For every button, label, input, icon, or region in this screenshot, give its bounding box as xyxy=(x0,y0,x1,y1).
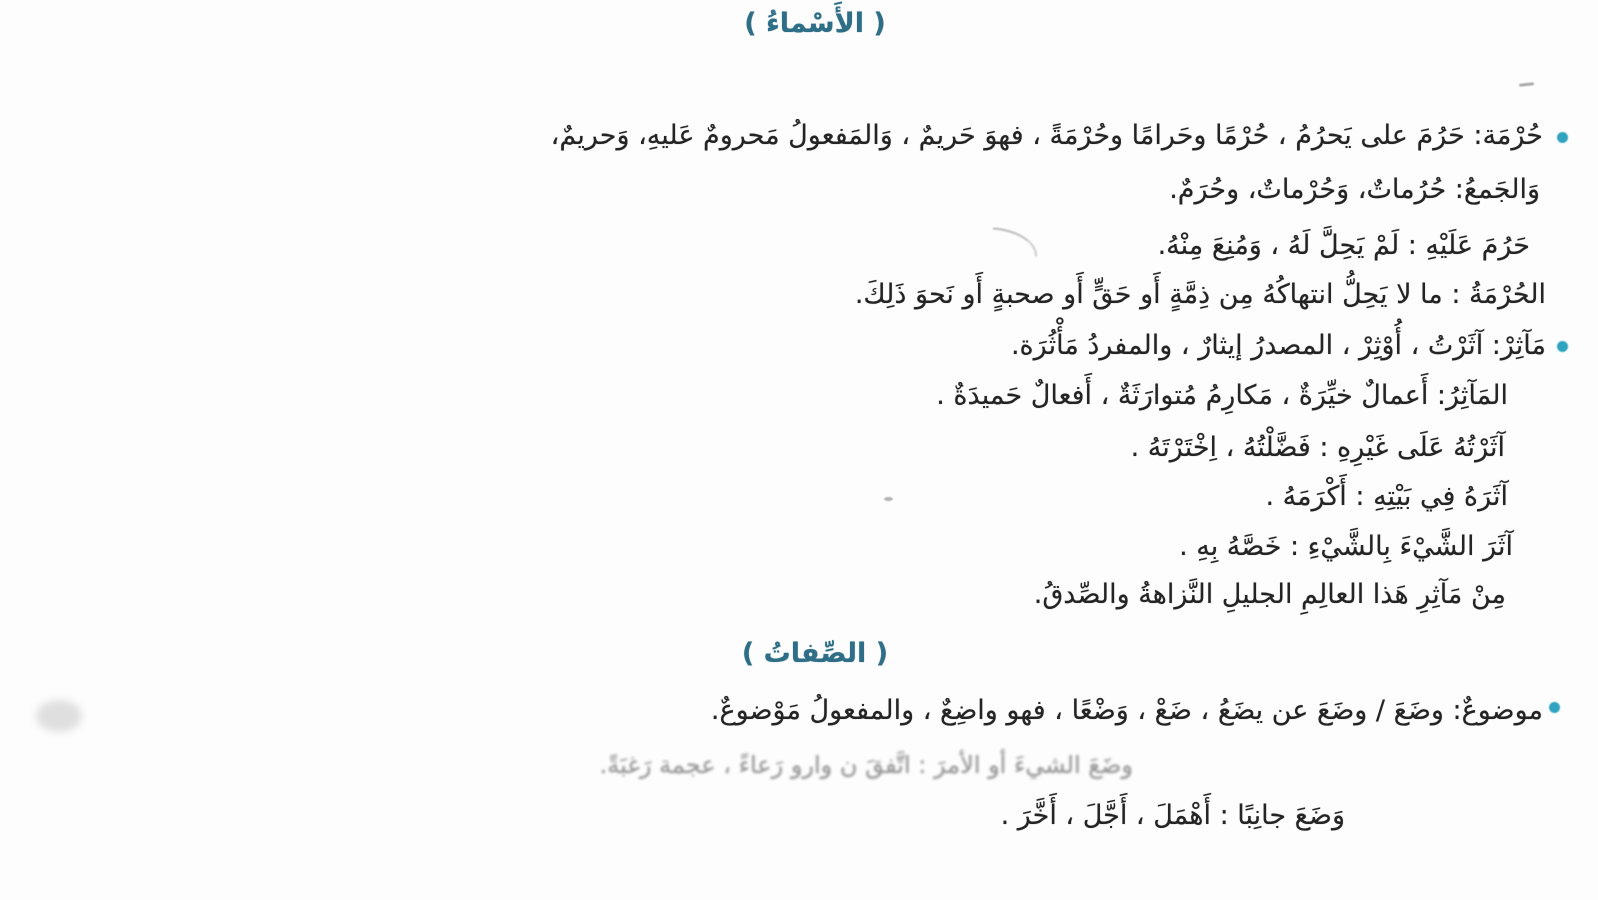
entry-line-degraded: وضَعَ الشيءَ أو الأمرَ : اتَّفقَ ن وارو رَعاءً ، عجمة رَغبَةً. xyxy=(599,751,1133,779)
scan-artifact-pen-mark xyxy=(991,227,1039,256)
entry-line: حُرْمَة: حَرُمَ على يَحرُمُ ، حُرْمًا وحَرامًا وحُرْمَةً ، فهوَ حَريمٌ ، وَالمَفعولُ مَحرومٌ عَليهِ، وَحريمٌ، xyxy=(550,120,1543,151)
scan-artifact-speck xyxy=(884,497,893,501)
entry-line: آثَرْتُهُ عَلَى غَيْرِهِ : فَضَّلْتُهُ ، اِخْتَرْتَهُ . xyxy=(1130,432,1505,463)
bullet-icon xyxy=(1557,341,1568,352)
bullet-icon xyxy=(1549,702,1560,713)
entry-line: مَآثِرْ: آثَرْتُ ، أُوْثِرْ ، المصدرُ إيثارٌ ، والمفردُ مَأْثُرَة. xyxy=(1010,330,1546,361)
entry-line: آثَرَهُ فِي بَيْتِهِ : أَكْرَمَهُ . xyxy=(1265,481,1508,512)
scan-artifact-dash xyxy=(1519,82,1534,87)
entry-line: مِنْ مَآثِرِ هَذا العالِمِ الجليلِ النَّزاهةُ والصِّدقُ. xyxy=(1033,579,1506,610)
entry-line: الحُرْمَةُ : ما لا يَحِلُّ انتهاكُهُ مِن ذِمَّةٍ أَو حَقٍّ أَو صحبةٍ أَو نَحوَ ذَلِكَ. xyxy=(854,279,1546,310)
section-title-nouns: ( الأَسْماءُ ) xyxy=(744,8,886,39)
entry-line: وَضَعَ جانِبًا : أَهْمَلَ ، أَجَّلَ ، أَخَّرَ . xyxy=(1000,800,1345,831)
entry-line: موضوعٌ: وضَعَ / وضَعَ عن يضَعُ ، ضَعْ ، وَضْعًا ، فهو واضِعٌ ، والمفعولُ مَوْضوعٌ. xyxy=(710,695,1543,726)
entry-line: وَالجَمعُ: حُرُماتٌ، وَحُرْماتٌ، وحُرَمٌ. xyxy=(1169,174,1540,205)
scan-artifact-smudge xyxy=(36,700,82,732)
section-title-adjectives: ( الصِّفاتُ ) xyxy=(741,638,889,669)
entry-line: المَآثِرُ: أَعمالٌ خيِّرَةٌ ، مَكارِمُ مُتوارَثَةٌ ، أَفعالٌ حَميدَةٌ . xyxy=(936,380,1508,411)
entry-line: حَرُمَ عَلَيْهِ : لَمْ يَحِلَّ لَهُ ، وَمُنِعَ مِنْهُ. xyxy=(1157,230,1530,261)
entry-line: آثَرَ الشَّيْءَ بِالشَّيْءِ : خَصَّهُ بِهِ . xyxy=(1179,531,1513,562)
bullet-icon xyxy=(1557,132,1568,143)
